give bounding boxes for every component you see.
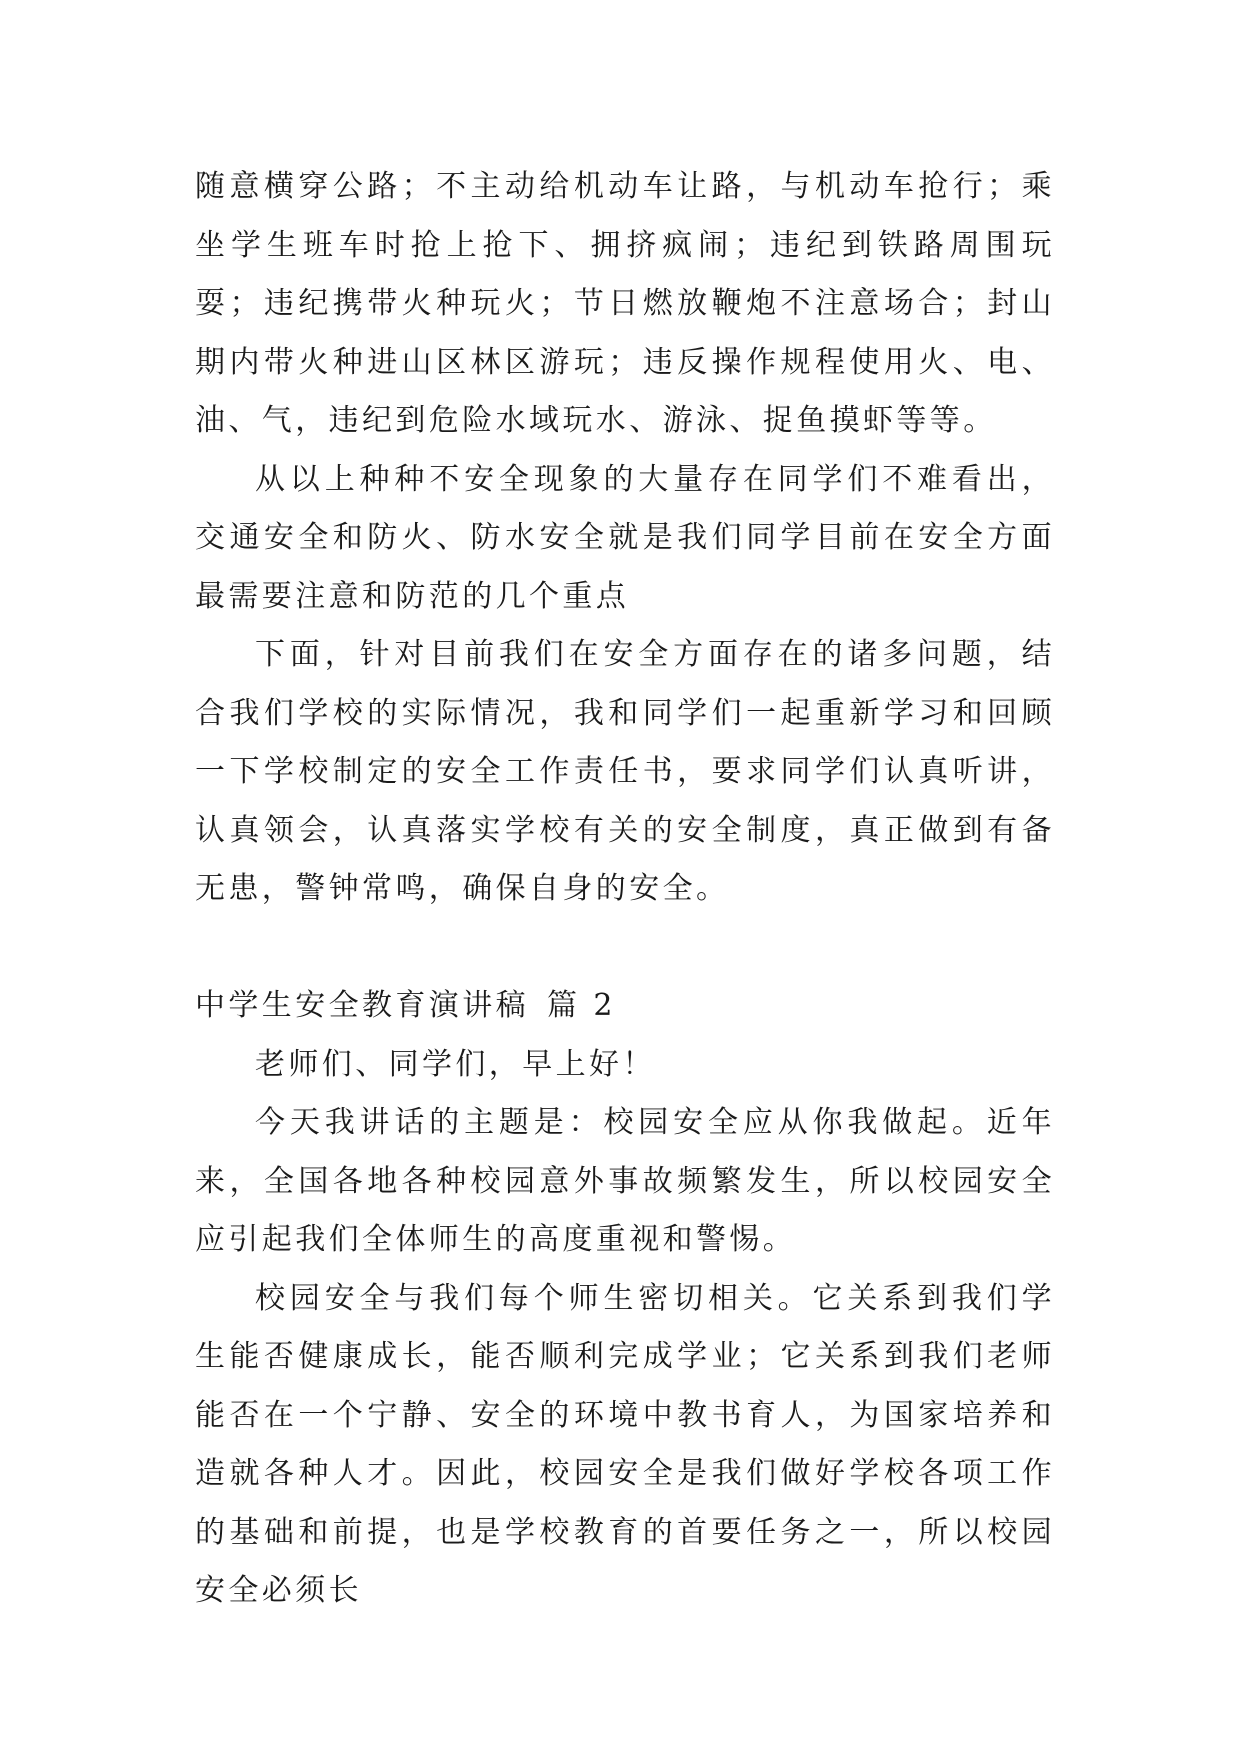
section-heading-number: 篇 2 xyxy=(547,988,616,1023)
section-heading xyxy=(195,977,1055,1036)
greeting-paragraph: 老师们、同学们，早上好！ xyxy=(255,1046,656,1082)
document-body xyxy=(195,158,1055,1621)
paragraph: 今天我讲话的主题是：校园安全应从你我做起。近年来，全国各地各种校园意外事故频繁发生，所以校园安全应引起我们全体师生的高度重视和警惕。 xyxy=(195,1105,1055,1257)
paragraph: 校园安全与我们每个师生密切相关。它关系到我们学生能否健康成长，能否顺利完成学业；它关系到我们老师能否在一个宁静、安全的环境中教书育人，为国家培养和造就各种人才。因此，校园安全是我们做好学校各项工作的基础和前提，也是学校教育的首要任务之一，所以校园安全必须长 xyxy=(195,1280,1055,1608)
paragraph-continued: 随意横穿公路；不主动给机动车让路，与机动车抢行；乘坐学生班车时抢上抢下、拥挤疯闹；违纪到铁路周围玩耍；违纪携带火种玩火；节日燃放鞭炮不注意场合；封山期内带火种进山区林区游玩；违反操作规程使用火、电、油、气，违纪到危险水域玩水、游泳、捉鱼摸虾等等。 xyxy=(195,169,1055,438)
paragraph: 下面，针对目前我们在安全方面存在的诸多问题，结合我们学校的实际情况，我和同学们一起重新学习和回顾一下学校制定的安全工作责任书，要求同学们认真听讲，认真领会，认真落实学校有关的安全制度，真正做到有备无患，警钟常鸣，确保自身的安全。 xyxy=(195,637,1055,906)
section-heading-title: 中学生安全教育演讲稿 xyxy=(195,988,529,1023)
paragraph: 从以上种种不安全现象的大量存在同学们不难看出，交通安全和防火、防水安全就是我们同学目前在安全方面最需要注意和防范的几个重点 xyxy=(195,461,1055,614)
section-gap xyxy=(195,919,1055,978)
